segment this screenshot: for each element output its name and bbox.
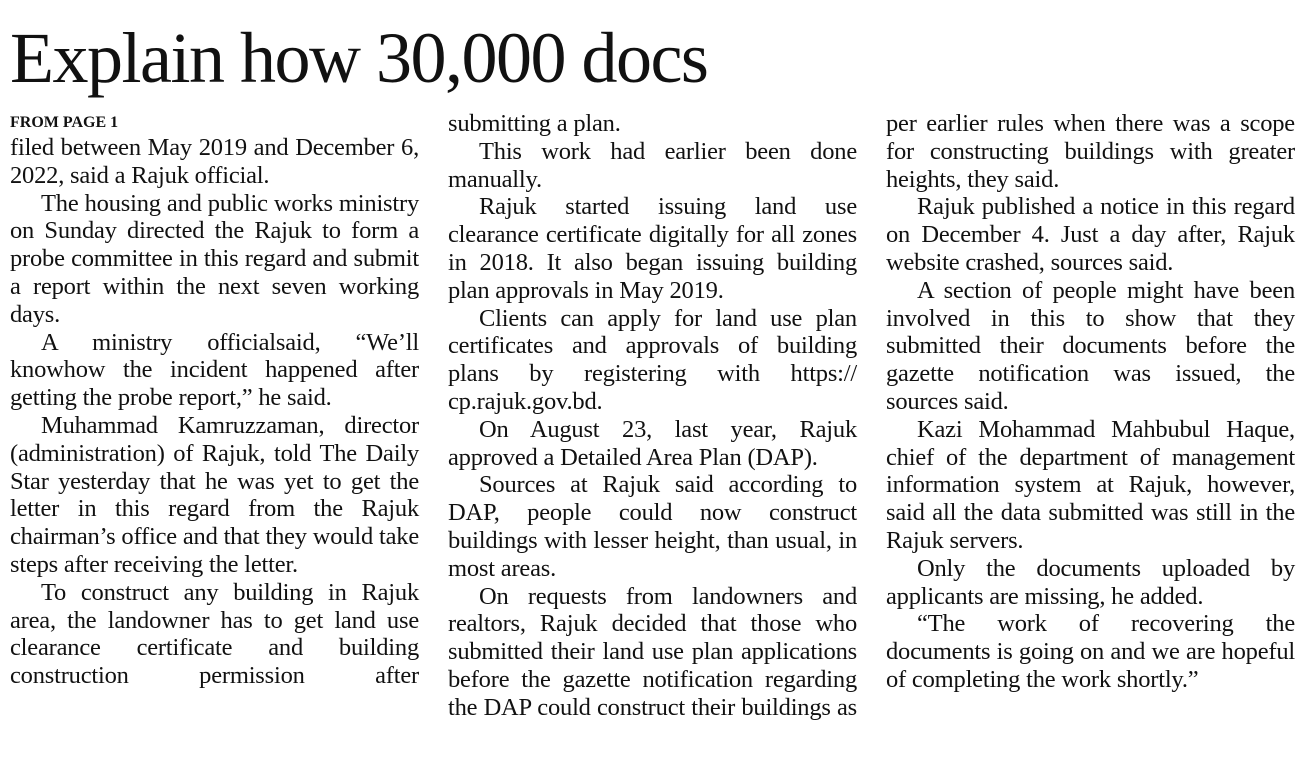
article-column-2 [448, 110, 857, 722]
paragraph: This work had earlier been done manually. [448, 137, 857, 193]
paragraph: Rajuk published a notice in this regard on December 4. Just a day after, Rajuk website crashed, sources said. [886, 193, 1295, 276]
paragraph: A section of people might have been involved in this to show that they submitted their documents before the gazette notification was issued, the sources said. [886, 276, 1295, 415]
headline: Explain how 30,000 docs [10, 18, 708, 98]
paragraph: Clients can apply for land use plan certificates and approvals of building plans by registering with https:// cp.rajuk.gov.bd. [448, 304, 857, 415]
paragraph: The housing and public works ministry on Sunday directed the Rajuk to form a probe committee in this regard and submit a report within the next seven working days. [10, 189, 419, 328]
paragraph: Rajuk started issuing land use clearance certificate digitally for all zones in 2018. It also began issuing building plan approvals in May 2019. [448, 193, 857, 304]
paragraph: Sources at Rajuk said according to DAP, people could now construct buildings with lesser height, than usual, in most areas. [448, 471, 857, 582]
paragraph: filed between May 2019 and December 6, 2022, said a Rajuk official. [10, 134, 419, 189]
paragraph: On requests from landowners and realtors, Rajuk decided that those who submitted their land use plan applications before the gazette notification regarding the DAP could construct their buildings as [448, 582, 857, 721]
paragraph: A ministry officialsaid, “We’ll knowhow the incident happened after getting the probe report,” he said. [10, 328, 419, 412]
paragraph: per earlier rules when there was a scope for constructing buildings with greater heights, they said. [886, 110, 1295, 193]
kicker-from-page-1: FROM PAGE 1 [10, 114, 119, 131]
paragraph: Kazi Mohammad Mahbubul Haque, chief of the department of management information system at Rajuk, however, said all the data submitted was still in the Rajuk servers. [886, 415, 1295, 554]
paragraph: Only the documents uploaded by applicants are missing, he added. [886, 554, 1295, 610]
paragraph: To construct any building in Rajuk area, the landowner has to get land use clearance certificate and building construction permission after [10, 578, 419, 690]
paragraph: submitting a plan. [448, 110, 621, 137]
paragraph: On August 23, last year, Rajuk approved a Detailed Area Plan (DAP). [448, 415, 857, 471]
article-column-3 [886, 110, 1295, 694]
paragraph: “The work of recovering the documents is going on and we are hopeful of completing the work shortly.” [886, 610, 1295, 693]
article-column-1 [10, 110, 419, 690]
paragraph: Muhammad Kamruzzaman, director (administration) of Rajuk, told The Daily Star yesterday that he was yet to get the letter in this regard from the Rajuk chairman’s office and that they would take steps after receiving the letter. [10, 411, 419, 578]
